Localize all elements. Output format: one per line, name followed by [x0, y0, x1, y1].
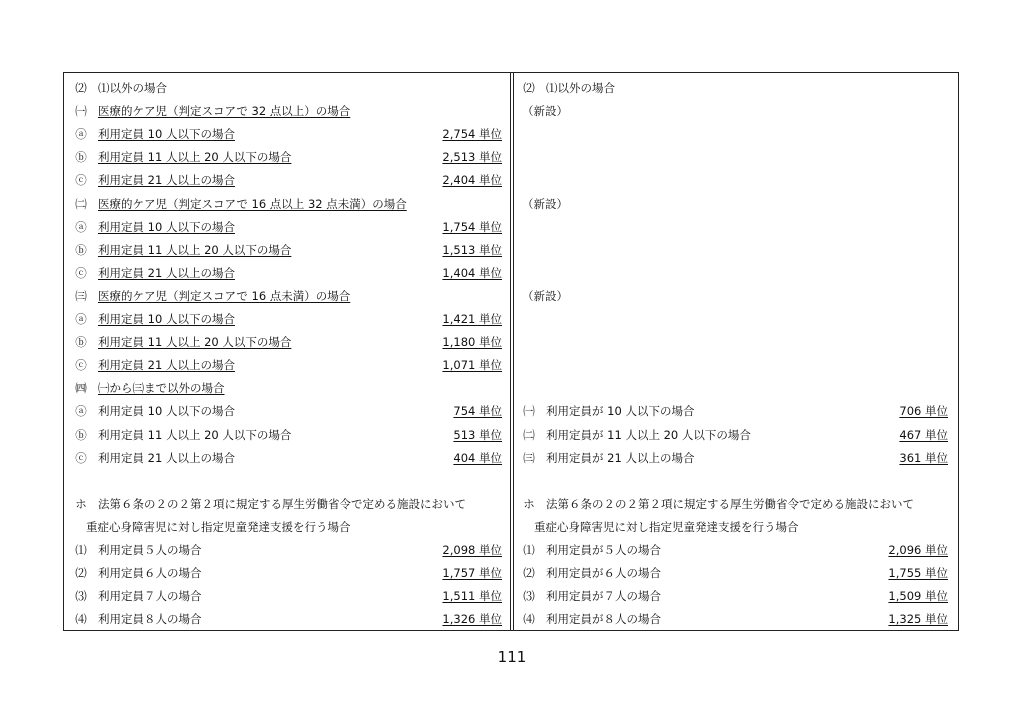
revised-line [64, 564, 512, 582]
unit-value: 1,754 単位 [442, 219, 502, 234]
item-mark: ⑴ [75, 543, 87, 557]
current-line [512, 356, 958, 374]
revised-line [64, 587, 512, 605]
current-line [512, 541, 958, 559]
item-mark: ㈡ [75, 196, 87, 211]
revised-line [64, 472, 512, 490]
current-line [512, 287, 958, 305]
revised-line [64, 125, 512, 143]
item-text: 利用定員 11 人以上 20 人以下の場合 [98, 242, 292, 257]
current-line [512, 264, 958, 282]
item-text: 重症心身障害児に対し指定児童発達支援を行う場合 [86, 519, 351, 534]
revised-line [64, 333, 512, 351]
unit-value: 2,404 単位 [442, 173, 502, 188]
item-mark: ⓒ [75, 173, 87, 188]
item-mark: ⓐ [75, 404, 87, 419]
current-line [512, 495, 958, 513]
item-text: 医療的ケア児（判定スコアで 16 点未満）の場合 [98, 288, 351, 303]
unit-value: 1,180 単位 [442, 335, 502, 350]
unit-value: 1,513 単位 [442, 242, 502, 257]
item-mark: ⓑ [75, 150, 87, 165]
revised-line [64, 241, 512, 259]
item-mark: ㈢ [523, 450, 535, 465]
item-text: 利用定員 21 人以上の場合 [98, 173, 235, 188]
item-mark: ⑵ [75, 566, 87, 581]
item-text: 医療的ケア児（判定スコアで 16 点以上 32 点未満）の場合 [98, 196, 407, 211]
unit-value: 1,755 単位 [888, 566, 948, 581]
item-text: 法第６条の２の２第２項に規定する厚生労働省令で定める施設において [546, 496, 914, 511]
revised-line [64, 148, 512, 166]
item-mark: ⑵ [523, 566, 535, 581]
item-text: 法第６条の２の２第２項に規定する厚生労働省令で定める施設において [98, 496, 466, 511]
revised-column [64, 73, 512, 630]
revised-line [64, 218, 512, 236]
current-line [512, 564, 958, 582]
revised-line [64, 518, 512, 536]
item-mark: ⓑ [75, 335, 87, 350]
item-mark: ⓒ [75, 358, 87, 373]
item-text: ⑴以外の場合 [98, 81, 167, 95]
item-mark: ⓐ [75, 127, 87, 142]
item-text: 医療的ケア児（判定スコアで 32 点以上）の場合 [98, 104, 351, 119]
revised-line [64, 402, 512, 420]
item-text: 利用定員が 21 人以上の場合 [546, 450, 695, 465]
item-text: 利用定員が７人の場合 [546, 589, 661, 604]
item-mark: ⑷ [75, 612, 87, 627]
current-line [512, 587, 958, 605]
current-line [512, 518, 958, 536]
item-text: 重症心身障害児に対し指定児童発達支援を行う場合 [534, 519, 799, 534]
item-mark: ホ [75, 496, 87, 511]
unit-value: 2,096 単位 [888, 543, 948, 557]
item-mark: ⓐ [75, 312, 87, 326]
revised-line [64, 610, 512, 628]
comparison-table [63, 72, 959, 631]
item-mark: ㈠ [523, 404, 535, 419]
current-line [512, 426, 958, 444]
item-mark: ⓑ [75, 427, 87, 442]
item-mark: ⑶ [523, 589, 535, 604]
current-line [512, 171, 958, 189]
item-text: 利用定員５人の場合 [98, 543, 202, 557]
current-line [512, 472, 958, 490]
current-line [512, 379, 958, 397]
revised-line [64, 356, 512, 374]
current-line [512, 402, 958, 420]
revised-line [64, 79, 512, 97]
revised-line [64, 102, 512, 120]
item-mark: ホ [523, 496, 535, 511]
current-line [512, 241, 958, 259]
item-text: （新設） [522, 104, 568, 119]
current-column [512, 73, 958, 630]
item-text: 利用定員が 10 人以下の場合 [546, 404, 695, 419]
current-line [512, 102, 958, 120]
item-mark: ㈠ [75, 104, 87, 119]
page-number: 111 [497, 648, 527, 666]
unit-value: 513 単位 [453, 427, 502, 442]
current-line [512, 125, 958, 143]
current-line [512, 333, 958, 351]
item-mark: ⓒ [75, 265, 87, 280]
item-text: （新設） [522, 196, 568, 211]
revised-line [64, 195, 512, 213]
item-text: 利用定員８人の場合 [98, 612, 202, 627]
item-text: 利用定員 21 人以上の場合 [98, 358, 235, 373]
revised-line [64, 171, 512, 189]
current-line [512, 79, 958, 97]
item-text: ⑴以外の場合 [546, 81, 615, 95]
item-text: 利用定員 10 人以下の場合 [98, 219, 235, 234]
item-text: 利用定員 21 人以上の場合 [98, 450, 235, 465]
unit-value: 2,098 単位 [442, 543, 502, 557]
item-text: 利用定員 10 人以下の場合 [98, 312, 235, 326]
item-text: ㈠から㈢まで以外の場合 [98, 381, 225, 396]
current-line [512, 449, 958, 467]
item-mark: ⓒ [75, 450, 87, 465]
unit-value: 2,754 単位 [442, 127, 502, 142]
unit-value: 1,404 単位 [442, 265, 502, 280]
unit-value: 467 単位 [899, 427, 948, 442]
item-text: 利用定員６人の場合 [98, 566, 202, 581]
item-text: 利用定員が５人の場合 [546, 543, 661, 557]
revised-line [64, 541, 512, 559]
item-text: 利用定員 10 人以下の場合 [98, 404, 235, 419]
revised-line [64, 426, 512, 444]
current-line [512, 148, 958, 166]
item-text: 利用定員 21 人以上の場合 [98, 265, 235, 280]
item-mark: ⑴ [523, 543, 535, 557]
unit-value: 404 単位 [453, 450, 502, 465]
revised-line [64, 287, 512, 305]
item-mark: ⑷ [523, 612, 535, 627]
item-mark: ㈡ [523, 427, 535, 442]
item-mark: ⓐ [75, 219, 87, 234]
revised-line [64, 379, 512, 397]
item-text: 利用定員 11 人以上 20 人以下の場合 [98, 150, 292, 165]
unit-value: 706 単位 [899, 404, 948, 419]
current-line [512, 310, 958, 328]
unit-value: 1,326 単位 [442, 612, 502, 627]
unit-value: 1,325 単位 [888, 612, 948, 627]
item-text: （新設） [522, 288, 568, 303]
current-line [512, 610, 958, 628]
item-mark: ⓑ [75, 242, 87, 257]
item-mark: ⑶ [75, 589, 87, 604]
current-line [512, 195, 958, 213]
item-text: 利用定員７人の場合 [98, 589, 202, 604]
unit-value: 1,757 単位 [442, 566, 502, 581]
unit-value: 1,511 単位 [442, 589, 502, 604]
unit-value: 754 単位 [453, 404, 502, 419]
unit-value: 1,509 単位 [888, 589, 948, 604]
item-text: 利用定員 11 人以上 20 人以下の場合 [98, 427, 292, 442]
item-text: 利用定員が 11 人以上 20 人以下の場合 [546, 427, 751, 442]
revised-line [64, 449, 512, 467]
unit-value: 1,421 単位 [442, 312, 502, 326]
item-mark: ⑵ [523, 81, 535, 95]
item-text: 利用定員が６人の場合 [546, 566, 661, 581]
item-text: 利用定員 11 人以上 20 人以下の場合 [98, 335, 292, 350]
current-line [512, 218, 958, 236]
item-mark: ㈣ [75, 381, 87, 396]
revised-line [64, 310, 512, 328]
item-text: 利用定員が８人の場合 [546, 612, 661, 627]
revised-line [64, 495, 512, 513]
revised-line [64, 264, 512, 282]
item-text: 利用定員 10 人以下の場合 [98, 127, 235, 142]
item-mark: ㈢ [75, 288, 87, 303]
unit-value: 1,071 単位 [442, 358, 502, 373]
unit-value: 361 単位 [899, 450, 948, 465]
unit-value: 2,513 単位 [442, 150, 502, 165]
item-mark: ⑵ [75, 81, 87, 95]
